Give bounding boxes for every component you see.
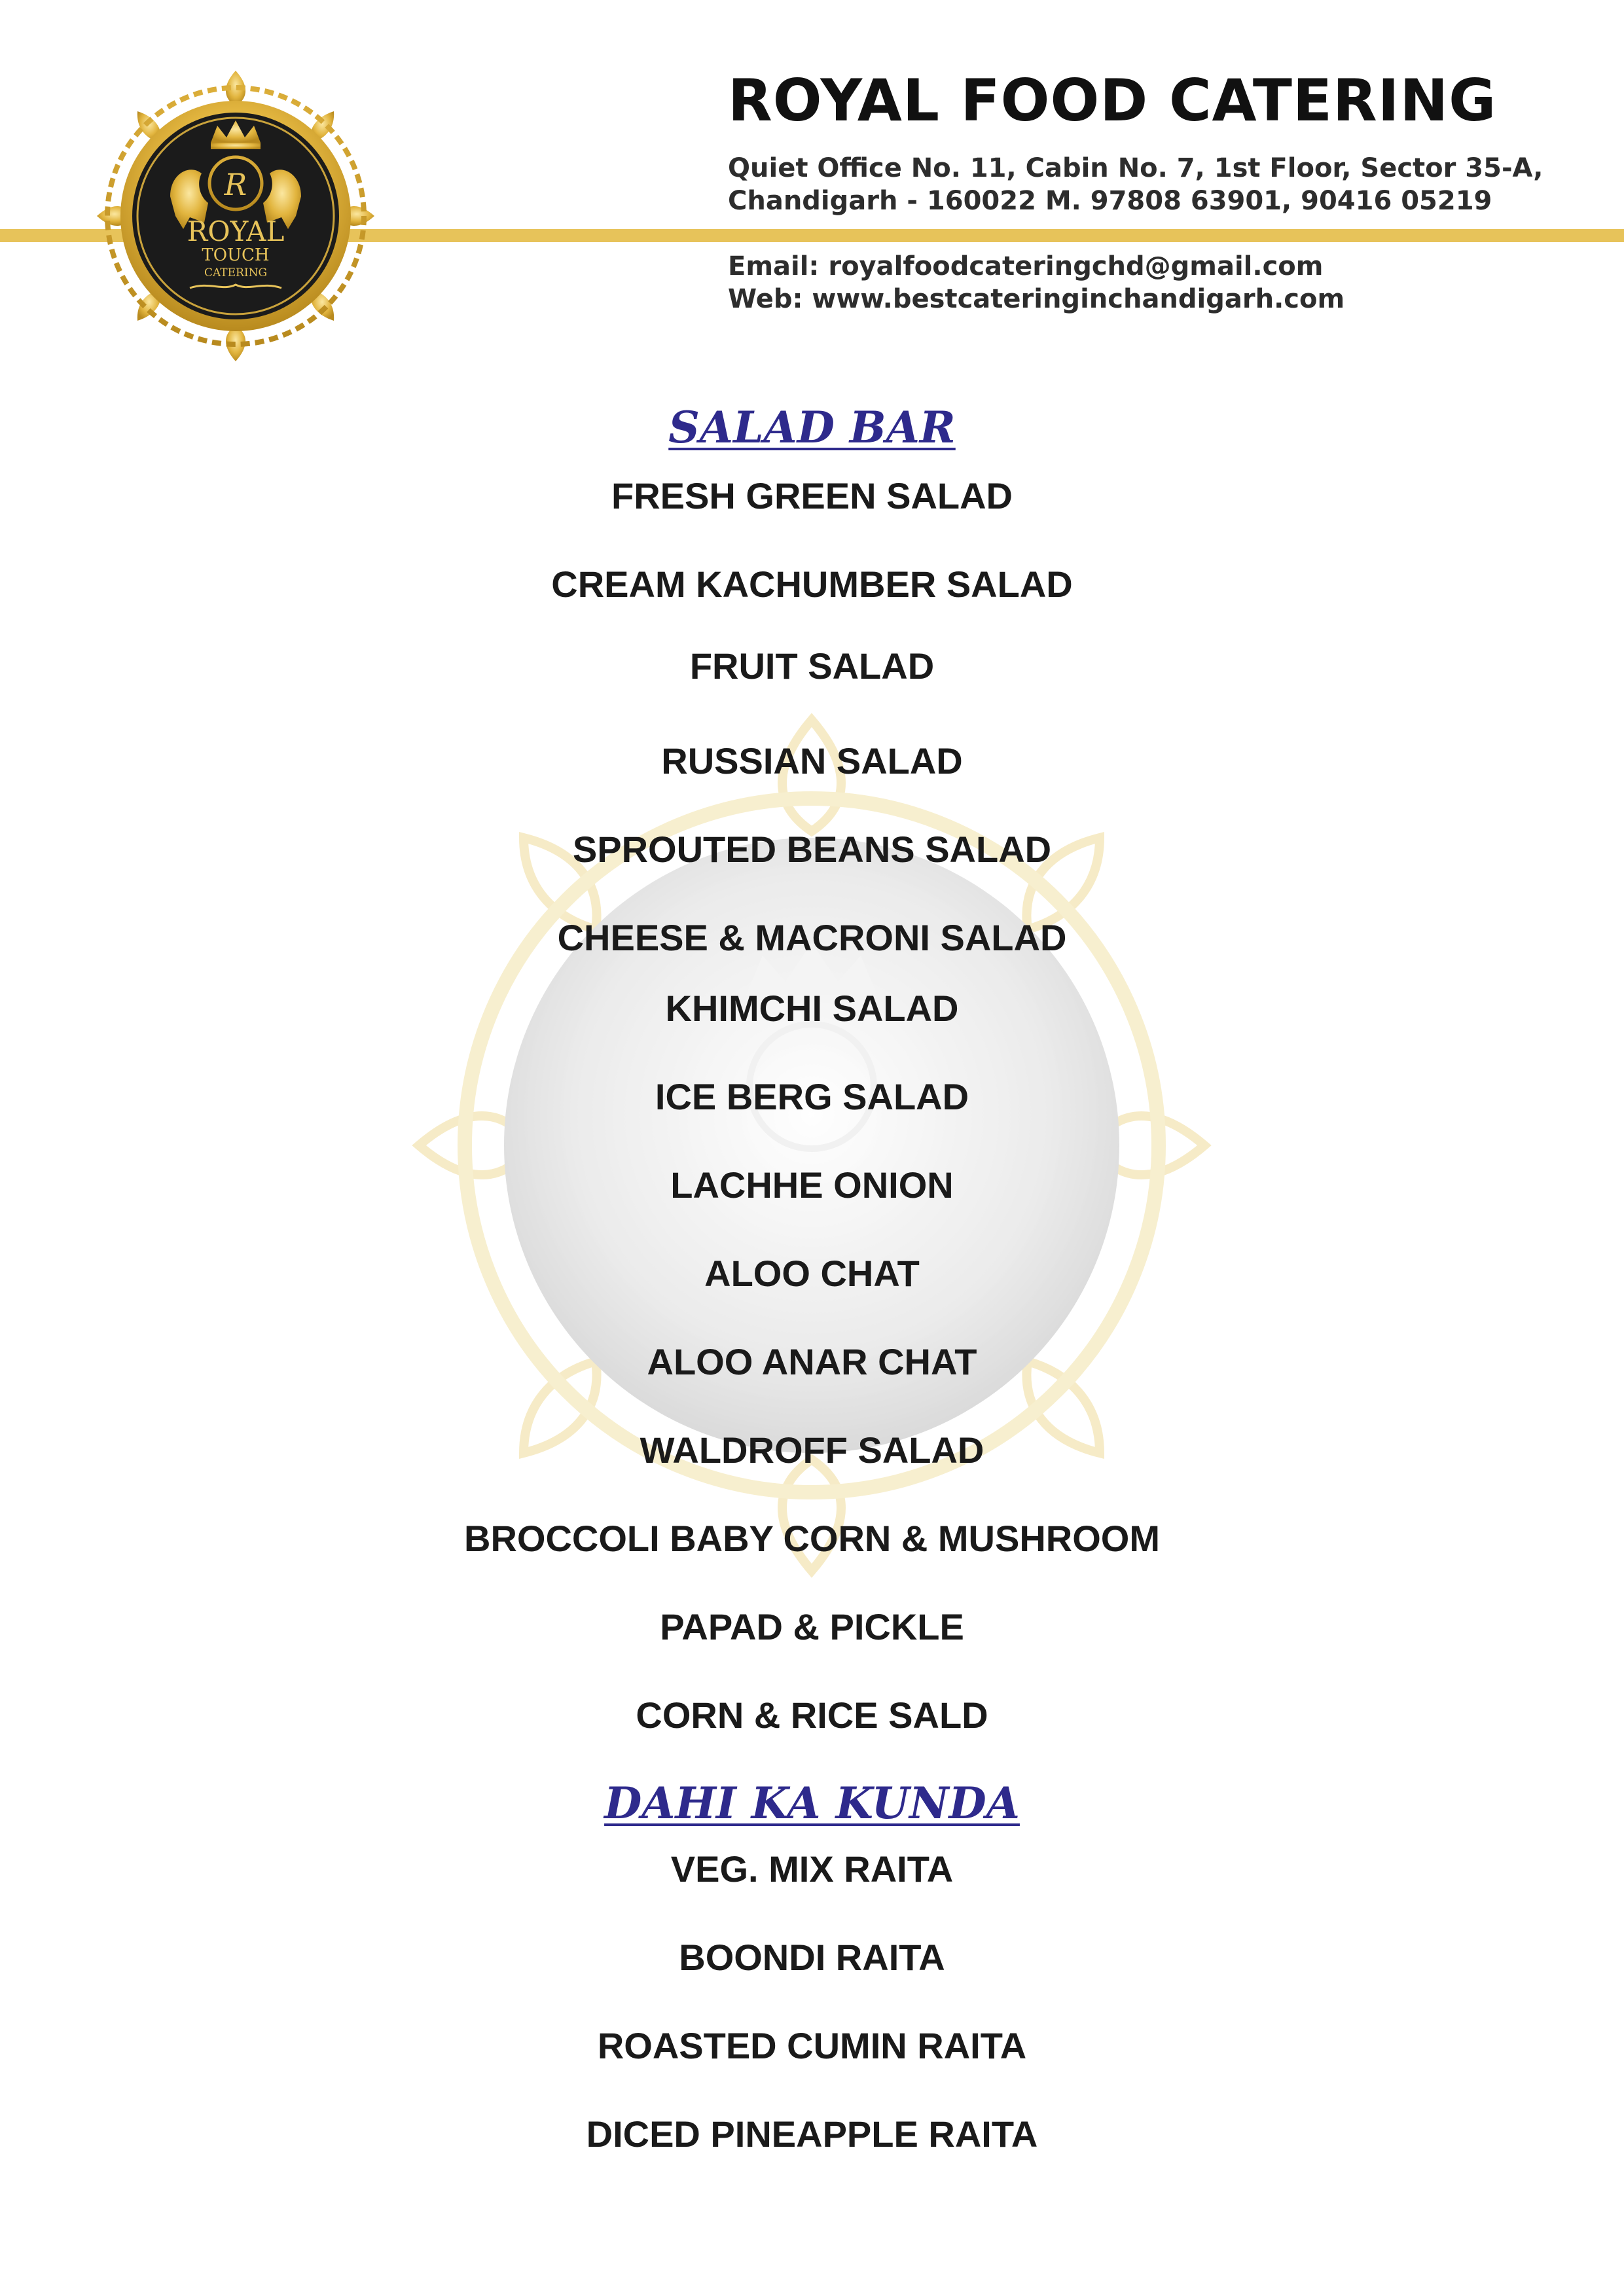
company-header xyxy=(728,67,1605,217)
menu-item: FRESH GREEN SALAD xyxy=(611,475,1013,516)
menu-item: CREAM KACHUMBER SALAD xyxy=(551,564,1073,605)
section-title-salad-bar: SALAD BAR xyxy=(668,402,956,453)
menu-item: ROASTED CUMIN RAITA xyxy=(597,2025,1027,2066)
menu-item: WALDROFF SALAD xyxy=(640,1429,984,1471)
menu-item: ICE BERG SALAD xyxy=(655,1076,969,1117)
menu-item: LACHHE ONION xyxy=(670,1164,954,1206)
menu-item: ALOO CHAT xyxy=(704,1253,920,1294)
logo-initial: R xyxy=(224,167,247,202)
menu-item: CHEESE & MACRONI SALAD xyxy=(557,917,1067,958)
menu-item: RUSSIAN SALAD xyxy=(661,740,963,781)
logo-line2: TOUCH xyxy=(202,245,270,265)
menu-item: KHIMCHI SALAD xyxy=(665,988,959,1029)
menu-item: FRUIT SALAD xyxy=(689,645,935,687)
menu-item: DICED PINEAPPLE RAITA xyxy=(586,2113,1038,2155)
logo-line1: ROYAL xyxy=(187,215,285,247)
company-logo xyxy=(92,65,380,367)
web-line: Web: www.bestcateringinchandigarh.com xyxy=(728,284,1345,314)
menu-item: ALOO ANAR CHAT xyxy=(647,1341,977,1382)
section-title-dahi-ka-kunda: DAHI KA KUNDA xyxy=(604,1778,1020,1829)
menu-item: BROCCOLI BABY CORN & MUSHROOM xyxy=(464,1518,1160,1559)
company-name: ROYAL FOOD CATERING xyxy=(728,67,1497,134)
menu-item: CORN & RICE SALD xyxy=(636,1695,988,1736)
menu-item: BOONDI RAITA xyxy=(679,1937,945,1978)
email-line: Email: royalfoodcateringchd@gmail.com xyxy=(728,251,1324,281)
menu-item: PAPAD & PICKLE xyxy=(660,1606,964,1647)
menu-item: SPROUTED BEANS SALAD xyxy=(572,829,1052,870)
address-line-1: Quiet Office No. 11, Cabin No. 7, 1st Floor, Sector 35-A, xyxy=(728,153,1543,183)
address-line-2: Chandigarh - 160022 M. 97808 63901, 90416 05219 xyxy=(728,186,1492,216)
contact-block xyxy=(728,250,1344,315)
royal-touch-crest-icon xyxy=(92,65,380,367)
menu-item: VEG. MIX RAITA xyxy=(670,1848,954,1890)
logo-line3: CATERING xyxy=(204,266,268,279)
